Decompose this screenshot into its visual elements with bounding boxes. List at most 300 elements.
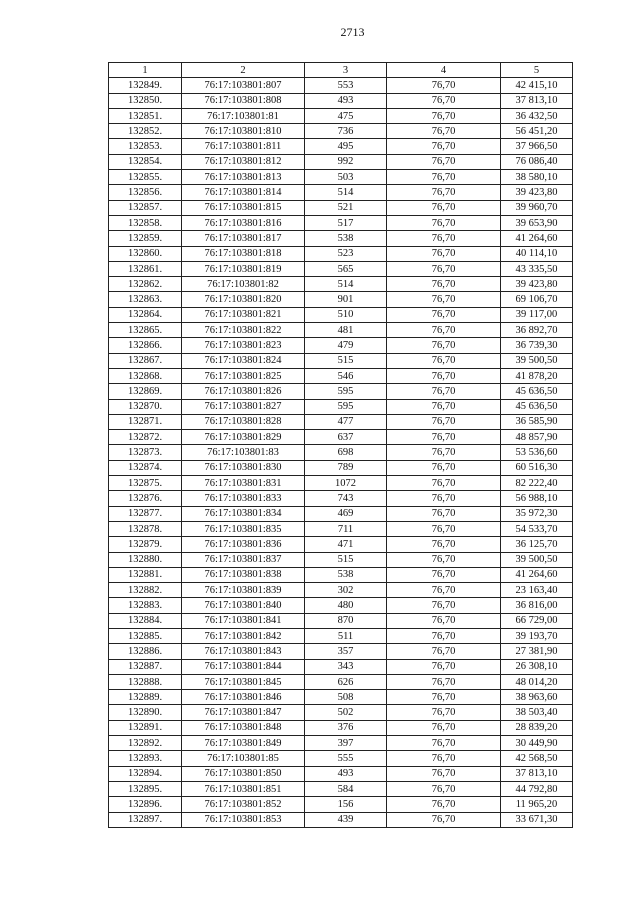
table-row [109, 766, 573, 781]
table-row [109, 384, 573, 399]
rate-cell: 76,70 [387, 93, 501, 108]
amount-cell: 41 878,20 [501, 368, 573, 383]
cadastral-number-cell: 76:17:103801:85 [182, 751, 305, 766]
table-row [109, 170, 573, 185]
cadastral-number-cell: 76:17:103801:812 [182, 154, 305, 169]
table-row [109, 108, 573, 123]
table-row [109, 598, 573, 613]
rate-cell: 76,70 [387, 781, 501, 796]
table-row [109, 797, 573, 812]
cadastral-number-cell: 76:17:103801:824 [182, 353, 305, 368]
amount-cell: 38 503,40 [501, 705, 573, 720]
amount-cell: 39 193,70 [501, 628, 573, 643]
table-row [109, 124, 573, 139]
amount-cell: 39 423,80 [501, 185, 573, 200]
amount-cell: 39 653,90 [501, 215, 573, 230]
row-number-cell: 132860. [109, 246, 182, 261]
area-cell: 495 [305, 139, 387, 154]
table-row [109, 445, 573, 460]
area-cell: 481 [305, 323, 387, 338]
cadastral-number-cell: 76:17:103801:845 [182, 674, 305, 689]
area-cell: 376 [305, 720, 387, 735]
cadastral-number-cell: 76:17:103801:837 [182, 552, 305, 567]
cadastral-number-cell: 76:17:103801:807 [182, 78, 305, 93]
amount-cell: 39 117,00 [501, 307, 573, 322]
rate-cell: 76,70 [387, 261, 501, 276]
cadastral-number-cell: 76:17:103801:814 [182, 185, 305, 200]
area-cell: 302 [305, 583, 387, 598]
cadastral-number-cell: 76:17:103801:841 [182, 613, 305, 628]
area-cell: 479 [305, 338, 387, 353]
row-number-cell: 132894. [109, 766, 182, 781]
amount-cell: 27 381,90 [501, 644, 573, 659]
cadastral-number-cell: 76:17:103801:820 [182, 292, 305, 307]
amount-cell: 53 536,60 [501, 445, 573, 460]
table-header-row [109, 63, 573, 78]
row-number-cell: 132849. [109, 78, 182, 93]
amount-cell: 35 972,30 [501, 506, 573, 521]
row-number-cell: 132850. [109, 93, 182, 108]
amount-cell: 37 813,10 [501, 93, 573, 108]
amount-cell: 43 335,50 [501, 261, 573, 276]
row-number-cell: 132854. [109, 154, 182, 169]
rate-cell: 76,70 [387, 399, 501, 414]
area-cell: 397 [305, 736, 387, 751]
row-number-cell: 132867. [109, 353, 182, 368]
row-number-cell: 132885. [109, 628, 182, 643]
page-number: 2713 [340, 25, 365, 39]
cadastral-number-cell: 76:17:103801:852 [182, 797, 305, 812]
table-row [109, 506, 573, 521]
area-cell: 471 [305, 537, 387, 552]
table-row [109, 751, 573, 766]
rate-cell: 76,70 [387, 491, 501, 506]
rate-cell: 76,70 [387, 124, 501, 139]
cadastral-number-cell: 76:17:103801:836 [182, 537, 305, 552]
cadastral-number-cell: 76:17:103801:813 [182, 170, 305, 185]
amount-cell: 36 585,90 [501, 414, 573, 429]
row-number-cell: 132895. [109, 781, 182, 796]
area-cell: 343 [305, 659, 387, 674]
cadastral-number-cell: 76:17:103801:811 [182, 139, 305, 154]
amount-cell: 44 792,80 [501, 781, 573, 796]
amount-cell: 36 739,30 [501, 338, 573, 353]
cadastral-number-cell: 76:17:103801:849 [182, 736, 305, 751]
cadastral-number-cell: 76:17:103801:815 [182, 200, 305, 215]
row-number-cell: 132851. [109, 108, 182, 123]
area-cell: 439 [305, 812, 387, 827]
amount-cell: 41 264,60 [501, 567, 573, 582]
area-cell: 514 [305, 185, 387, 200]
amount-cell: 36 816,00 [501, 598, 573, 613]
row-number-cell: 132896. [109, 797, 182, 812]
row-number-cell: 132882. [109, 583, 182, 598]
cadastral-number-cell: 76:17:103801:82 [182, 277, 305, 292]
rate-cell: 76,70 [387, 78, 501, 93]
amount-cell: 36 432,50 [501, 108, 573, 123]
rate-cell: 76,70 [387, 353, 501, 368]
table-row [109, 368, 573, 383]
cadastral-number-cell: 76:17:103801:839 [182, 583, 305, 598]
table-row [109, 812, 573, 827]
row-number-cell: 132893. [109, 751, 182, 766]
table-row [109, 644, 573, 659]
area-cell: 555 [305, 751, 387, 766]
table-row [109, 537, 573, 552]
table-row [109, 720, 573, 735]
cadastral-number-cell: 76:17:103801:834 [182, 506, 305, 521]
rate-cell: 76,70 [387, 797, 501, 812]
area-cell: 156 [305, 797, 387, 812]
row-number-cell: 132872. [109, 430, 182, 445]
table-row [109, 154, 573, 169]
amount-cell: 82 222,40 [501, 476, 573, 491]
area-cell: 480 [305, 598, 387, 613]
cadastral-number-cell: 76:17:103801:842 [182, 628, 305, 643]
rate-cell: 76,70 [387, 200, 501, 215]
row-number-cell: 132881. [109, 567, 182, 582]
row-number-cell: 132892. [109, 736, 182, 751]
rate-cell: 76,70 [387, 215, 501, 230]
cadastral-number-cell: 76:17:103801:825 [182, 368, 305, 383]
table-row [109, 659, 573, 674]
row-number-cell: 132866. [109, 338, 182, 353]
area-cell: 789 [305, 460, 387, 475]
rate-cell: 76,70 [387, 292, 501, 307]
area-cell: 584 [305, 781, 387, 796]
table-row [109, 323, 573, 338]
row-number-cell: 132859. [109, 231, 182, 246]
amount-cell: 36 892,70 [501, 323, 573, 338]
amount-cell: 26 308,10 [501, 659, 573, 674]
area-cell: 637 [305, 430, 387, 445]
row-number-cell: 132891. [109, 720, 182, 735]
rate-cell: 76,70 [387, 736, 501, 751]
cadastral-number-cell: 76:17:103801:817 [182, 231, 305, 246]
table-row [109, 430, 573, 445]
cadastral-number-cell: 76:17:103801:853 [182, 812, 305, 827]
table-row [109, 307, 573, 322]
amount-cell: 33 671,30 [501, 812, 573, 827]
amount-cell: 56 988,10 [501, 491, 573, 506]
column-header-4: 4 [387, 63, 501, 78]
amount-cell: 48 014,20 [501, 674, 573, 689]
cadastral-number-cell: 76:17:103801:851 [182, 781, 305, 796]
table-row [109, 690, 573, 705]
rate-cell: 76,70 [387, 751, 501, 766]
area-cell: 515 [305, 353, 387, 368]
row-number-cell: 132874. [109, 460, 182, 475]
rate-cell: 76,70 [387, 108, 501, 123]
row-number-cell: 132877. [109, 506, 182, 521]
amount-cell: 42 415,10 [501, 78, 573, 93]
cadastral-number-cell: 76:17:103801:838 [182, 567, 305, 582]
area-cell: 517 [305, 215, 387, 230]
cadastral-number-cell: 76:17:103801:848 [182, 720, 305, 735]
area-cell: 595 [305, 399, 387, 414]
row-number-cell: 132876. [109, 491, 182, 506]
rate-cell: 76,70 [387, 812, 501, 827]
area-cell: 502 [305, 705, 387, 720]
rate-cell: 76,70 [387, 705, 501, 720]
cadastral-number-cell: 76:17:103801:816 [182, 215, 305, 230]
row-number-cell: 132878. [109, 521, 182, 536]
area-cell: 711 [305, 521, 387, 536]
area-cell: 357 [305, 644, 387, 659]
table-row [109, 521, 573, 536]
area-cell: 546 [305, 368, 387, 383]
area-cell: 515 [305, 552, 387, 567]
row-number-cell: 132890. [109, 705, 182, 720]
row-number-cell: 132887. [109, 659, 182, 674]
rate-cell: 76,70 [387, 644, 501, 659]
area-cell: 626 [305, 674, 387, 689]
cadastral-number-cell: 76:17:103801:83 [182, 445, 305, 460]
rate-cell: 76,70 [387, 628, 501, 643]
rate-cell: 76,70 [387, 139, 501, 154]
table-row [109, 781, 573, 796]
table-row [109, 736, 573, 751]
rate-cell: 76,70 [387, 583, 501, 598]
row-number-cell: 132856. [109, 185, 182, 200]
row-number-cell: 132875. [109, 476, 182, 491]
rate-cell: 76,70 [387, 567, 501, 582]
amount-cell: 42 568,50 [501, 751, 573, 766]
table-row [109, 399, 573, 414]
amount-cell: 39 423,80 [501, 277, 573, 292]
table-row [109, 292, 573, 307]
cadastral-number-cell: 76:17:103801:808 [182, 93, 305, 108]
table-row [109, 78, 573, 93]
table-row [109, 414, 573, 429]
cadastral-number-cell: 76:17:103801:823 [182, 338, 305, 353]
area-cell: 565 [305, 261, 387, 276]
table-body [109, 78, 573, 828]
area-cell: 469 [305, 506, 387, 521]
area-cell: 503 [305, 170, 387, 185]
row-number-cell: 132862. [109, 277, 182, 292]
cadastral-number-cell: 76:17:103801:847 [182, 705, 305, 720]
row-number-cell: 132873. [109, 445, 182, 460]
row-number-cell: 132852. [109, 124, 182, 139]
area-cell: 1072 [305, 476, 387, 491]
row-number-cell: 132889. [109, 690, 182, 705]
amount-cell: 37 813,10 [501, 766, 573, 781]
rate-cell: 76,70 [387, 445, 501, 460]
rate-cell: 76,70 [387, 476, 501, 491]
area-cell: 901 [305, 292, 387, 307]
area-cell: 511 [305, 628, 387, 643]
table-row [109, 613, 573, 628]
row-number-cell: 132865. [109, 323, 182, 338]
cadastral-number-cell: 76:17:103801:818 [182, 246, 305, 261]
area-cell: 736 [305, 124, 387, 139]
amount-cell: 76 086,40 [501, 154, 573, 169]
area-cell: 493 [305, 93, 387, 108]
registry-table [108, 62, 573, 828]
area-cell: 514 [305, 277, 387, 292]
table-row [109, 139, 573, 154]
rate-cell: 76,70 [387, 414, 501, 429]
rate-cell: 76,70 [387, 720, 501, 735]
rate-cell: 76,70 [387, 659, 501, 674]
cadastral-number-cell: 76:17:103801:810 [182, 124, 305, 139]
table-row [109, 231, 573, 246]
cadastral-number-cell: 76:17:103801:81 [182, 108, 305, 123]
cadastral-number-cell: 76:17:103801:822 [182, 323, 305, 338]
amount-cell: 45 636,50 [501, 384, 573, 399]
amount-cell: 41 264,60 [501, 231, 573, 246]
amount-cell: 48 857,90 [501, 430, 573, 445]
row-number-cell: 132868. [109, 368, 182, 383]
amount-cell: 39 500,50 [501, 552, 573, 567]
table-row [109, 567, 573, 582]
area-cell: 510 [305, 307, 387, 322]
amount-cell: 69 106,70 [501, 292, 573, 307]
amount-cell: 11 965,20 [501, 797, 573, 812]
cadastral-number-cell: 76:17:103801:833 [182, 491, 305, 506]
cadastral-number-cell: 76:17:103801:844 [182, 659, 305, 674]
rate-cell: 76,70 [387, 613, 501, 628]
cadastral-number-cell: 76:17:103801:827 [182, 399, 305, 414]
area-cell: 493 [305, 766, 387, 781]
rate-cell: 76,70 [387, 460, 501, 475]
row-number-cell: 132869. [109, 384, 182, 399]
table-row [109, 705, 573, 720]
row-number-cell: 132863. [109, 292, 182, 307]
column-header-1: 1 [109, 63, 182, 78]
rate-cell: 76,70 [387, 766, 501, 781]
rate-cell: 76,70 [387, 521, 501, 536]
area-cell: 595 [305, 384, 387, 399]
table-row [109, 674, 573, 689]
table-row [109, 215, 573, 230]
table-row [109, 93, 573, 108]
row-number-cell: 132853. [109, 139, 182, 154]
rate-cell: 76,70 [387, 537, 501, 552]
rate-cell: 76,70 [387, 552, 501, 567]
row-number-cell: 132884. [109, 613, 182, 628]
area-cell: 538 [305, 567, 387, 582]
row-number-cell: 132888. [109, 674, 182, 689]
amount-cell: 60 516,30 [501, 460, 573, 475]
area-cell: 553 [305, 78, 387, 93]
area-cell: 698 [305, 445, 387, 460]
rate-cell: 76,70 [387, 598, 501, 613]
rate-cell: 76,70 [387, 307, 501, 322]
column-header-5: 5 [501, 63, 573, 78]
row-number-cell: 132870. [109, 399, 182, 414]
cadastral-number-cell: 76:17:103801:831 [182, 476, 305, 491]
rate-cell: 76,70 [387, 430, 501, 445]
cadastral-number-cell: 76:17:103801:850 [182, 766, 305, 781]
cadastral-number-cell: 76:17:103801:821 [182, 307, 305, 322]
table-row [109, 200, 573, 215]
area-cell: 508 [305, 690, 387, 705]
rate-cell: 76,70 [387, 368, 501, 383]
rate-cell: 76,70 [387, 154, 501, 169]
amount-cell: 54 533,70 [501, 521, 573, 536]
table-row [109, 185, 573, 200]
row-number-cell: 132858. [109, 215, 182, 230]
rate-cell: 76,70 [387, 674, 501, 689]
amount-cell: 36 125,70 [501, 537, 573, 552]
amount-cell: 39 500,50 [501, 353, 573, 368]
table-row [109, 460, 573, 475]
table-row [109, 628, 573, 643]
cadastral-number-cell: 76:17:103801:843 [182, 644, 305, 659]
table-row [109, 246, 573, 261]
amount-cell: 23 163,40 [501, 583, 573, 598]
rate-cell: 76,70 [387, 246, 501, 261]
table-row [109, 338, 573, 353]
amount-cell: 37 966,50 [501, 139, 573, 154]
area-cell: 477 [305, 414, 387, 429]
amount-cell: 45 636,50 [501, 399, 573, 414]
table-row [109, 583, 573, 598]
cadastral-number-cell: 76:17:103801:835 [182, 521, 305, 536]
row-number-cell: 132886. [109, 644, 182, 659]
cadastral-number-cell: 76:17:103801:830 [182, 460, 305, 475]
area-cell: 523 [305, 246, 387, 261]
row-number-cell: 132855. [109, 170, 182, 185]
row-number-cell: 132857. [109, 200, 182, 215]
table-row [109, 277, 573, 292]
table-row [109, 491, 573, 506]
column-header-2: 2 [182, 63, 305, 78]
amount-cell: 40 114,10 [501, 246, 573, 261]
cadastral-number-cell: 76:17:103801:828 [182, 414, 305, 429]
row-number-cell: 132871. [109, 414, 182, 429]
table-row [109, 353, 573, 368]
row-number-cell: 132879. [109, 537, 182, 552]
row-number-cell: 132897. [109, 812, 182, 827]
rate-cell: 76,70 [387, 323, 501, 338]
area-cell: 992 [305, 154, 387, 169]
amount-cell: 56 451,20 [501, 124, 573, 139]
rate-cell: 76,70 [387, 690, 501, 705]
rate-cell: 76,70 [387, 170, 501, 185]
cadastral-number-cell: 76:17:103801:840 [182, 598, 305, 613]
area-cell: 538 [305, 231, 387, 246]
table-row [109, 261, 573, 276]
row-number-cell: 132880. [109, 552, 182, 567]
row-number-cell: 132883. [109, 598, 182, 613]
amount-cell: 28 839,20 [501, 720, 573, 735]
amount-cell: 38 963,60 [501, 690, 573, 705]
amount-cell: 30 449,90 [501, 736, 573, 751]
area-cell: 870 [305, 613, 387, 628]
area-cell: 743 [305, 491, 387, 506]
area-cell: 475 [305, 108, 387, 123]
amount-cell: 38 580,10 [501, 170, 573, 185]
cadastral-number-cell: 76:17:103801:846 [182, 690, 305, 705]
rate-cell: 76,70 [387, 231, 501, 246]
cadastral-number-cell: 76:17:103801:819 [182, 261, 305, 276]
row-number-cell: 132864. [109, 307, 182, 322]
rate-cell: 76,70 [387, 384, 501, 399]
rate-cell: 76,70 [387, 185, 501, 200]
amount-cell: 39 960,70 [501, 200, 573, 215]
rate-cell: 76,70 [387, 338, 501, 353]
cadastral-number-cell: 76:17:103801:826 [182, 384, 305, 399]
rate-cell: 76,70 [387, 506, 501, 521]
column-header-3: 3 [305, 63, 387, 78]
rate-cell: 76,70 [387, 277, 501, 292]
cadastral-number-cell: 76:17:103801:829 [182, 430, 305, 445]
amount-cell: 66 729,00 [501, 613, 573, 628]
table-row [109, 552, 573, 567]
